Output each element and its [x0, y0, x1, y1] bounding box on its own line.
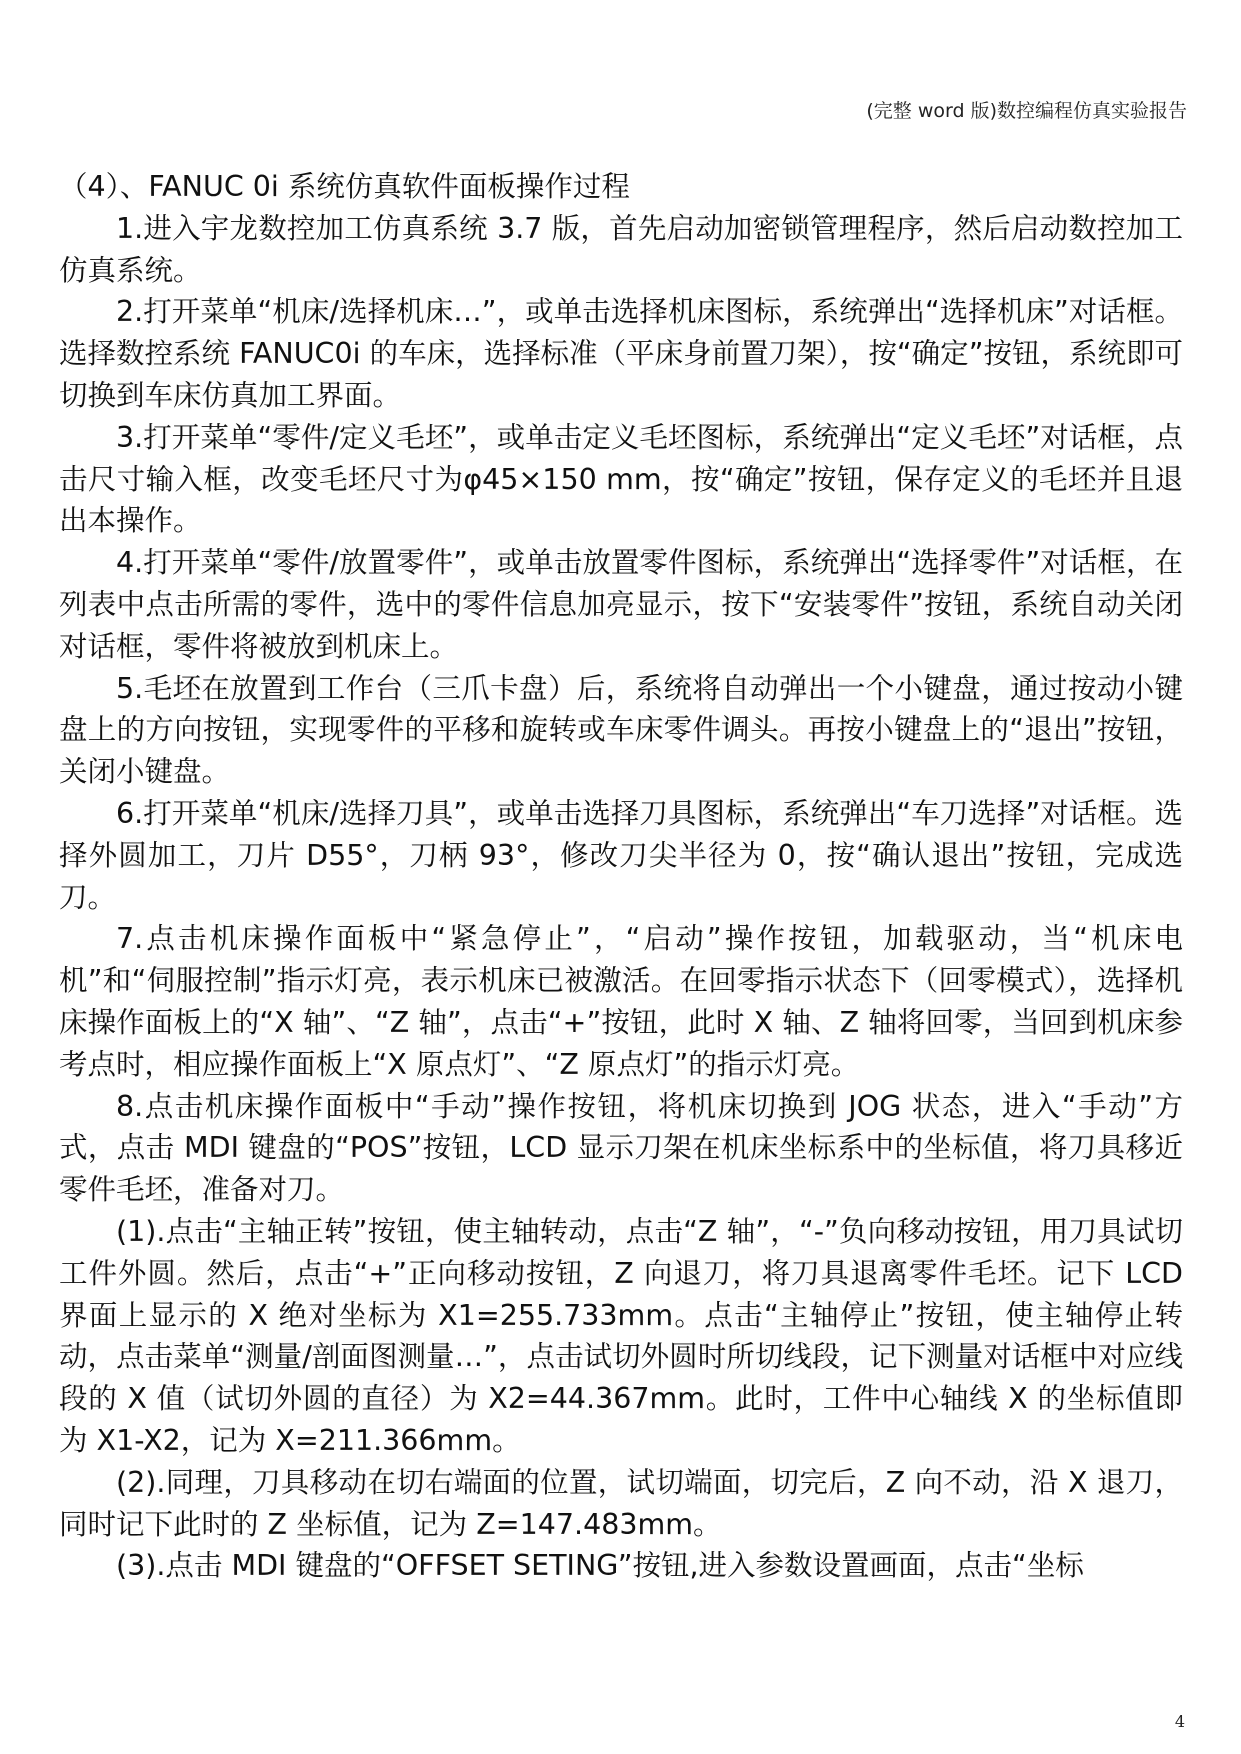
paragraph-step-3: 3.打开菜单“零件/定义毛坯”，或单击定义毛坯图标，系统弹出“定义毛坯”对话框，点击尺寸输入框，改变毛坯尺寸为φ45×150 mm，按“确定”按钮，保存定义的毛坯并且退出本操作。	[59, 420, 1183, 538]
paragraph-step-5: 5.毛坯在放置到工作台（三爪卡盘）后，系统将自动弹出一个小键盘，通过按动小键盘上的方向按钮，实现零件的平移和旋转或车床零件调头。再按小键盘上的“退出”按钮，关闭小键盘。	[59, 671, 1183, 789]
section-title: （4）、FANUC 0i 系统仿真软件面板操作过程	[59, 170, 630, 203]
paragraph-substep-3: (3).点击 MDI 键盘的“OFFSET SETING”按钮,进入参数设置画面，点击“坐标	[116, 1549, 1084, 1583]
paragraph-step-8: 8.点击机床操作面板中“手动”操作按钮，将机床切换到 JOG 状态，进入“手动”方式，点击 MDI 键盘的“POS”按钮，LCD 显示刀架在机床坐标系中的坐标值，将刀具移近零件毛坯，准备对刀。	[59, 1089, 1183, 1207]
page-number: 4	[1174, 1712, 1185, 1731]
document-body	[59, 166, 1183, 1587]
paragraph-step-7: 7.点击机床操作面板中“紧急停止”，“启动”操作按钮，加载驱动，当“机床电机”和“伺服控制”指示灯亮，表示机床已被激活。在回零指示状态下（回零模式），选择机床操作面板上的“X 轴”、“Z 轴”，点击“+”按钮，此时 X 轴、Z 轴将回零，当回到机床参考点时，相应操作面板上“X 原点灯”、“Z 原点灯”的指示灯亮。	[59, 922, 1183, 1081]
paragraph-step-4: 4.打开菜单“零件/放置零件”，或单击放置零件图标，系统弹出“选择零件”对话框，在列表中点击所需的零件，选中的零件信息加亮显示，按下“安装零件”按钮，系统自动关闭对话框，零件将被放到机床上。	[59, 546, 1183, 663]
paragraph-step-2: 2.打开菜单“机床/选择机床…”，或单击选择机床图标，系统弹出“选择机床”对话框。选择数控系统 FANUC0i 的车床，选择标准（平床身前置刀架），按“确定”按钮，系统即可切换到车床仿真加工界面。	[59, 295, 1183, 412]
document-header: (完整 word 版)数控编程仿真实验报告	[866, 100, 1187, 122]
paragraph-substep-2: (2).同理，刀具移动在切右端面的位置，试切端面，切完后，Z 向不动，沿 X 退刀，同时记下此时的 Z 坐标值，记为 Z=147.483mm。	[59, 1465, 1183, 1541]
paragraph-substep-1: (1).点击“主轴正转”按钮，使主轴转动，点击“Z 轴”，“-”负向移动按钮，用刀具试切工件外圆。然后，点击“+”正向移动按钮，Z 向退刀，将刀具退离零件毛坯。记下 LCD 界面上显示的 X 绝对坐标为 X1=255.733mm。点击“主轴停止”按钮，使主轴停止转动，点击菜单“测量/剖面图测量…”，点击试切外圆时所切线段，记下测量对话框中对应线段的 X 值（试切外圆的直径）为 X2=44.367mm。此时，工件中心轴线 X 的坐标值即为 X1-X2，记为 X=211.366mm。	[59, 1214, 1183, 1457]
paragraph-step-6: 6.打开菜单“机床/选择刀具”，或单击选择刀具图标，系统弹出“车刀选择”对话框。选择外圆加工，刀片 D55°，刀柄 93°，修改刀尖半径为 0，按“确认退出”按钮，完成选刀。	[59, 796, 1183, 914]
paragraph-step-1: 1.进入宇龙数控加工仿真系统 3.7 版，首先启动加密锁管理程序，然后启动数控加工仿真系统。	[59, 211, 1183, 287]
